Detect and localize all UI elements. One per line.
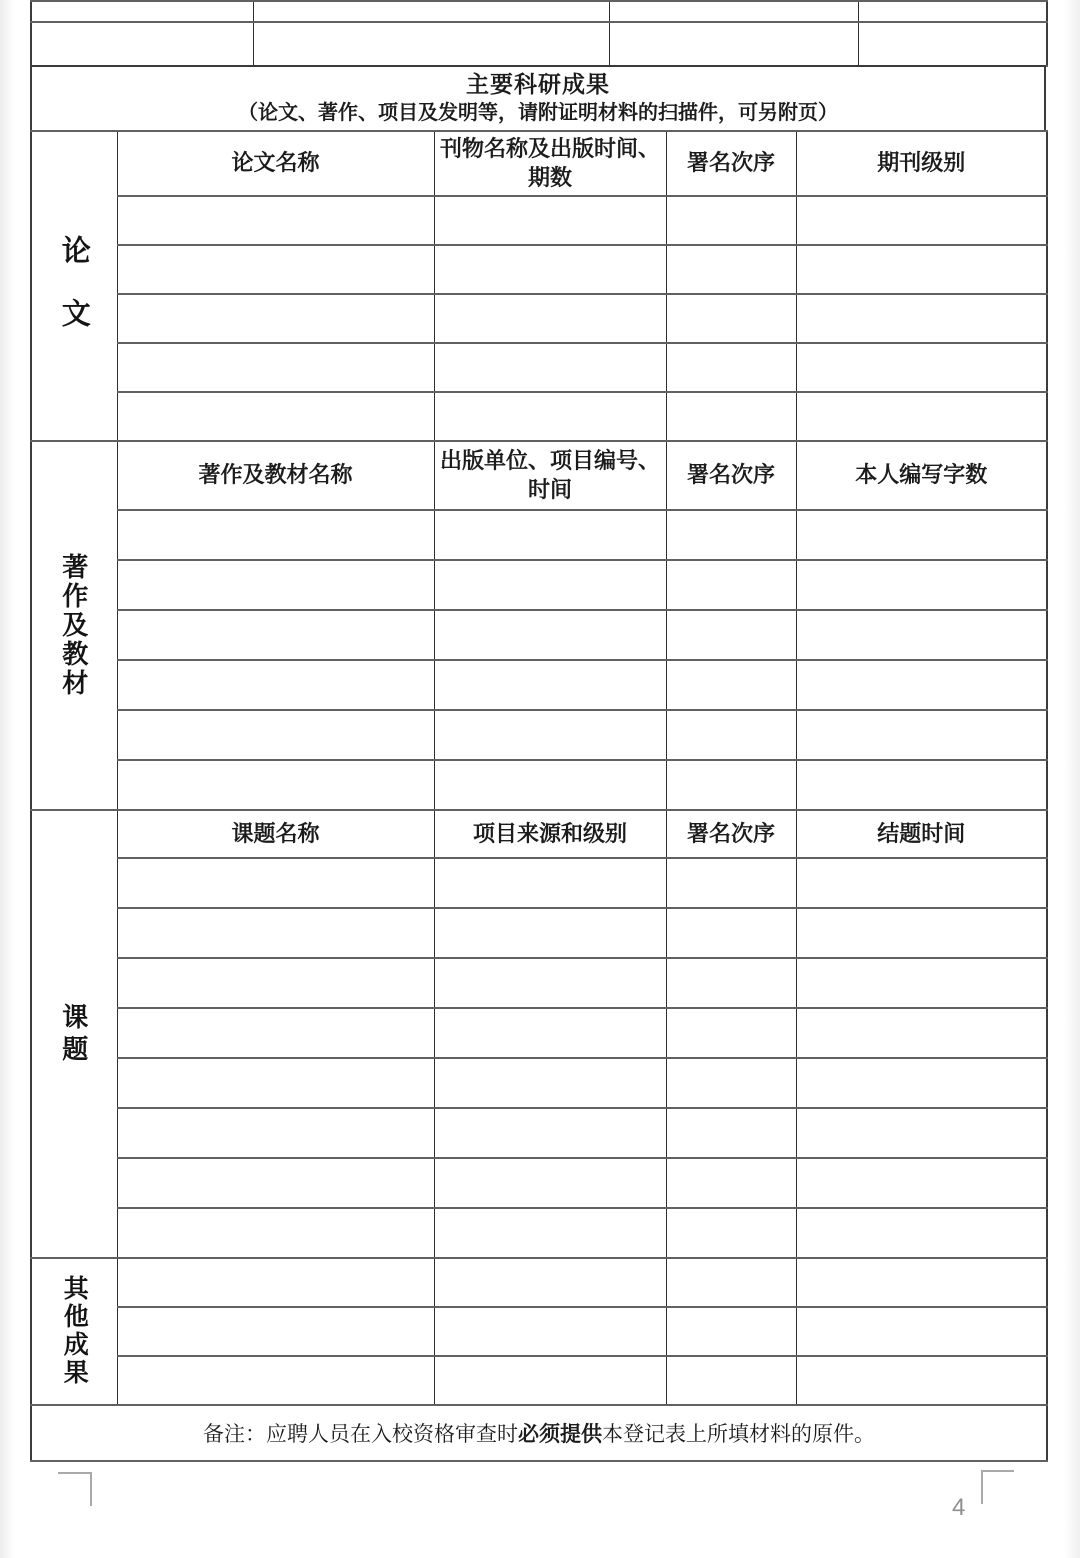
table-row xyxy=(31,343,1047,392)
empty-cell xyxy=(796,908,1047,958)
table-row xyxy=(31,294,1047,343)
empty-cell xyxy=(858,22,1047,66)
empty-cell xyxy=(796,710,1047,760)
empty-cell xyxy=(434,1058,666,1108)
empty-cell xyxy=(666,196,796,245)
empty-cell xyxy=(434,510,666,560)
column-header: 课题名称 xyxy=(117,810,434,858)
row-group-label-papers xyxy=(31,131,117,441)
empty-cell xyxy=(434,560,666,610)
empty-cell xyxy=(31,22,253,66)
empty-cell xyxy=(117,1356,434,1405)
empty-cell xyxy=(434,1258,666,1307)
empty-cell xyxy=(434,245,666,294)
section-papers xyxy=(31,131,1047,441)
empty-cell xyxy=(609,1,858,22)
table-row xyxy=(31,1158,1047,1208)
empty-cell xyxy=(796,1158,1047,1208)
empty-cell xyxy=(434,343,666,392)
empty-cell xyxy=(666,1356,796,1405)
empty-cell xyxy=(796,958,1047,1008)
empty-cell xyxy=(666,908,796,958)
empty-cell xyxy=(117,908,434,958)
empty-cell xyxy=(434,1208,666,1258)
table-row xyxy=(31,1208,1047,1258)
empty-cell xyxy=(796,1108,1047,1158)
column-header: 项目来源和级别 xyxy=(434,810,666,858)
row-group-label-text: 其他成果 xyxy=(60,1275,89,1387)
table-row xyxy=(31,245,1047,294)
empty-cell xyxy=(666,1158,796,1208)
empty-cell xyxy=(117,1307,434,1356)
empty-cell xyxy=(434,610,666,660)
empty-cell xyxy=(666,1108,796,1158)
empty-cell xyxy=(117,343,434,392)
empty-cell xyxy=(117,392,434,441)
column-header: 署名次序 xyxy=(666,810,796,858)
empty-cell xyxy=(117,710,434,760)
empty-cell xyxy=(117,760,434,810)
table-header-row xyxy=(31,131,1047,196)
empty-cell xyxy=(796,510,1047,560)
column-header: 出版单位、项目编号、时间 xyxy=(434,441,666,510)
empty-cell xyxy=(434,1008,666,1058)
empty-cell xyxy=(434,1307,666,1356)
empty-cell xyxy=(117,1008,434,1058)
empty-cell xyxy=(434,1158,666,1208)
section-topics xyxy=(31,810,1047,1258)
empty-cell xyxy=(796,294,1047,343)
remarks-row xyxy=(31,1405,1047,1461)
empty-cell xyxy=(666,710,796,760)
empty-cell xyxy=(117,196,434,245)
table-row xyxy=(31,560,1047,610)
empty-cell xyxy=(253,22,609,66)
remarks-suffix: 本登记表上所填材料的原件。 xyxy=(602,1423,875,1446)
remarks-emphasis: 必须提供 xyxy=(518,1423,602,1446)
empty-cell xyxy=(666,392,796,441)
table-header-row xyxy=(31,810,1047,858)
column-header: 署名次序 xyxy=(666,131,796,196)
empty-cell xyxy=(666,1258,796,1307)
empty-cell xyxy=(434,1356,666,1405)
section-other xyxy=(31,1258,1047,1405)
table-row xyxy=(31,1,1047,22)
table-row xyxy=(31,1307,1047,1356)
empty-cell xyxy=(796,245,1047,294)
section-books xyxy=(31,441,1047,810)
empty-cell xyxy=(796,196,1047,245)
empty-cell xyxy=(434,660,666,710)
empty-cell xyxy=(666,510,796,560)
empty-cell xyxy=(434,1108,666,1158)
empty-cell xyxy=(666,858,796,908)
empty-cell xyxy=(117,560,434,610)
table-row xyxy=(31,510,1047,560)
empty-cell xyxy=(434,858,666,908)
column-header: 刊物名称及出版时间、期数 xyxy=(434,131,666,196)
table-row xyxy=(31,908,1047,958)
empty-cell xyxy=(117,858,434,908)
empty-cell xyxy=(117,958,434,1008)
empty-cell xyxy=(666,560,796,610)
empty-cell xyxy=(434,760,666,810)
empty-cell xyxy=(796,610,1047,660)
previous-table-fragment xyxy=(30,0,1048,67)
research-achievements-header xyxy=(30,65,1046,132)
empty-cell xyxy=(117,660,434,710)
table-row xyxy=(31,760,1047,810)
empty-cell xyxy=(796,560,1047,610)
empty-cell xyxy=(31,1,253,22)
table-row xyxy=(31,22,1047,66)
section-title: 主要科研成果 xyxy=(466,71,610,98)
section-remarks xyxy=(31,1405,1047,1461)
table-row xyxy=(31,858,1047,908)
empty-cell xyxy=(858,1,1047,22)
empty-cell xyxy=(796,343,1047,392)
section-subtitle: （论文、著作、项目及发明等，请附证明材料的扫描件，可另附页） xyxy=(238,101,838,124)
column-header: 署名次序 xyxy=(666,441,796,510)
empty-cell xyxy=(796,392,1047,441)
empty-cell xyxy=(666,294,796,343)
empty-cell xyxy=(666,1208,796,1258)
row-group-label-topics xyxy=(31,810,117,1258)
row-group-label-text: 课题 xyxy=(58,1002,89,1067)
column-header: 本人编写字数 xyxy=(796,441,1047,510)
row-group-label-books xyxy=(31,441,117,810)
table-row xyxy=(31,1258,1047,1307)
table-row xyxy=(31,1356,1047,1405)
table-row xyxy=(31,660,1047,710)
table-row xyxy=(31,392,1047,441)
column-header: 著作及教材名称 xyxy=(117,441,434,510)
table-row xyxy=(31,958,1047,1008)
empty-cell xyxy=(666,760,796,810)
empty-cell xyxy=(117,294,434,343)
remarks-prefix: 备注：应聘人员在入校资格审查时 xyxy=(203,1423,518,1446)
column-header: 结题时间 xyxy=(796,810,1047,858)
empty-cell xyxy=(609,22,858,66)
table-header-row xyxy=(31,441,1047,510)
empty-cell xyxy=(666,660,796,710)
row-group-label-text: 著作及教材 xyxy=(58,552,89,698)
table-row xyxy=(31,1008,1047,1058)
margin-corner-mark-right xyxy=(981,1470,1014,1504)
empty-cell xyxy=(666,245,796,294)
empty-cell xyxy=(666,958,796,1008)
table-row xyxy=(31,610,1047,660)
empty-cell xyxy=(434,710,666,760)
empty-cell xyxy=(796,660,1047,710)
empty-cell xyxy=(796,760,1047,810)
empty-cell xyxy=(666,1058,796,1108)
empty-cell xyxy=(796,1258,1047,1307)
page-number: 4 xyxy=(952,1494,966,1521)
table-row xyxy=(31,1108,1047,1158)
empty-cell xyxy=(434,294,666,343)
empty-cell xyxy=(796,1058,1047,1108)
empty-cell xyxy=(117,1108,434,1158)
empty-cell xyxy=(796,1008,1047,1058)
empty-cell xyxy=(434,958,666,1008)
row-group-label-text: 论文 xyxy=(57,234,90,361)
empty-cell xyxy=(434,196,666,245)
table-row xyxy=(31,1058,1047,1108)
empty-cell xyxy=(117,245,434,294)
empty-cell xyxy=(666,1307,796,1356)
column-header: 论文名称 xyxy=(117,131,434,196)
remarks-text xyxy=(31,1405,1047,1461)
empty-cell xyxy=(117,1208,434,1258)
empty-cell xyxy=(434,908,666,958)
empty-cell xyxy=(796,858,1047,908)
table-row xyxy=(31,196,1047,245)
empty-cell xyxy=(253,1,609,22)
empty-cell xyxy=(666,343,796,392)
empty-cell xyxy=(117,610,434,660)
empty-cell xyxy=(117,1258,434,1307)
empty-cell xyxy=(117,510,434,560)
row-group-label-other xyxy=(31,1258,117,1405)
empty-cell xyxy=(117,1158,434,1208)
empty-cell xyxy=(666,1008,796,1058)
empty-cell xyxy=(796,1208,1047,1258)
table-row xyxy=(31,710,1047,760)
empty-cell xyxy=(434,392,666,441)
margin-corner-mark-left xyxy=(58,1472,92,1506)
empty-cell xyxy=(666,610,796,660)
achievements-table xyxy=(30,130,1048,1462)
empty-cell xyxy=(117,1058,434,1108)
empty-cell xyxy=(796,1307,1047,1356)
empty-cell xyxy=(796,1356,1047,1405)
column-header: 期刊级别 xyxy=(796,131,1047,196)
